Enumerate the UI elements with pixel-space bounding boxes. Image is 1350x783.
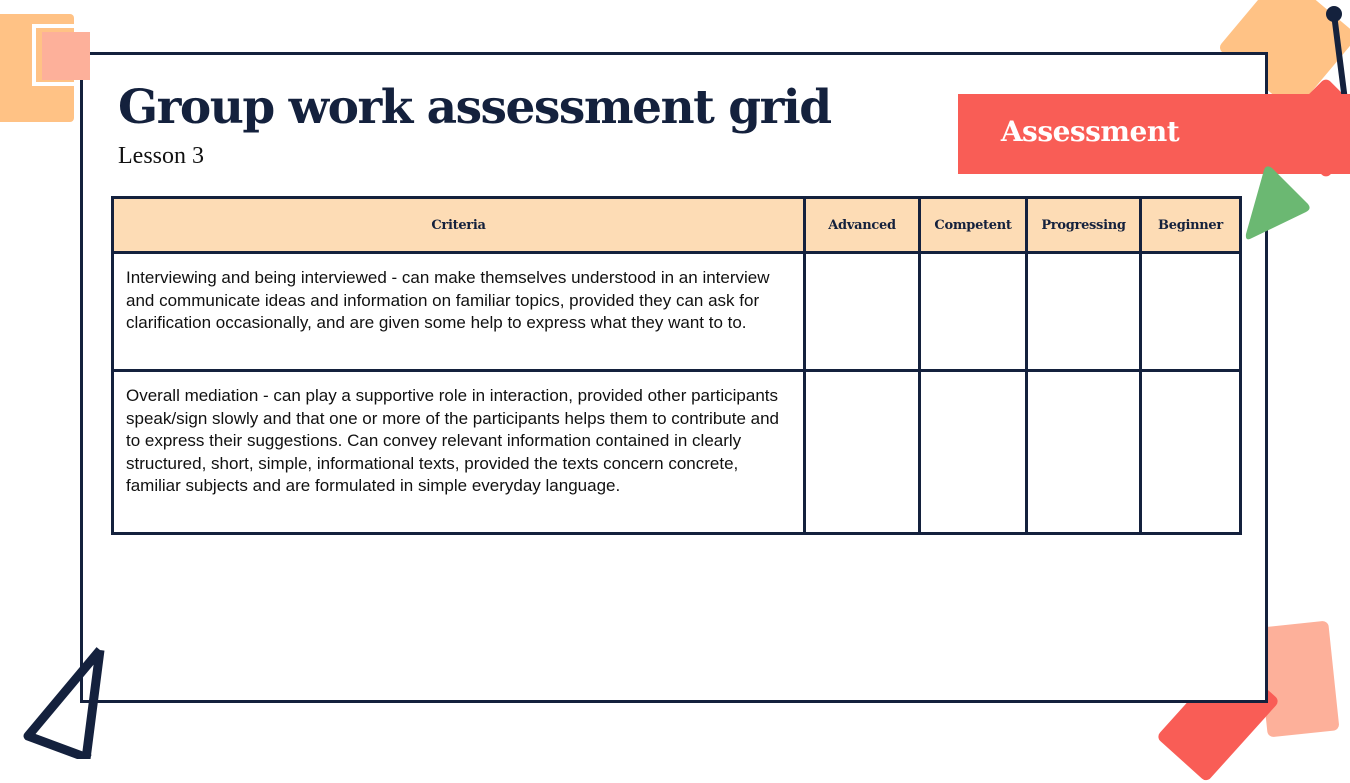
progressing-cell[interactable]	[1027, 253, 1141, 371]
progressing-cell[interactable]	[1027, 371, 1141, 534]
criteria-cell: Interviewing and being interviewed - can make themselves understood in an interview and communicate ideas and information on familiar topics, provided they can ask for clarification occasionally, and are given some help to express what they want to to.	[113, 253, 805, 371]
advanced-cell[interactable]	[805, 371, 920, 534]
table-header-row	[113, 198, 1241, 253]
table-row	[113, 253, 1241, 371]
banner-label: Assessment	[1000, 115, 1180, 148]
salmon-rectangle-decoration	[1256, 621, 1339, 738]
column-header-competent: Competent	[920, 198, 1027, 253]
criteria-cell: Overall mediation - can play a supportive role in interaction, provided other participants speak/sign slowly and that one or more of the participants helps them to contribute and to express their suggestions. Can convey relevant information contained in clearly structured, short, simple, informational texts, provided the texts concern concrete, familiar subjects and are formulated in simple everyday language.	[113, 371, 805, 534]
assessment-table	[111, 196, 1242, 535]
table-row	[113, 371, 1241, 534]
column-header-beginner: Beginner	[1141, 198, 1241, 253]
beginner-cell[interactable]	[1141, 253, 1241, 371]
column-header-criteria: Criteria	[113, 198, 805, 253]
salmon-small-square-decoration	[42, 32, 90, 80]
beginner-cell[interactable]	[1141, 371, 1241, 534]
competent-cell[interactable]	[920, 371, 1027, 534]
lesson-subtitle: Lesson 3	[118, 143, 204, 169]
advanced-cell[interactable]	[805, 253, 920, 371]
page-title: Group work assessment grid	[118, 80, 831, 135]
navy-triangle-outline-decoration	[18, 640, 118, 759]
column-header-progressing: Progressing	[1027, 198, 1141, 253]
competent-cell[interactable]	[920, 253, 1027, 371]
green-triangle-decoration	[1240, 160, 1316, 244]
column-header-advanced: Advanced	[805, 198, 920, 253]
